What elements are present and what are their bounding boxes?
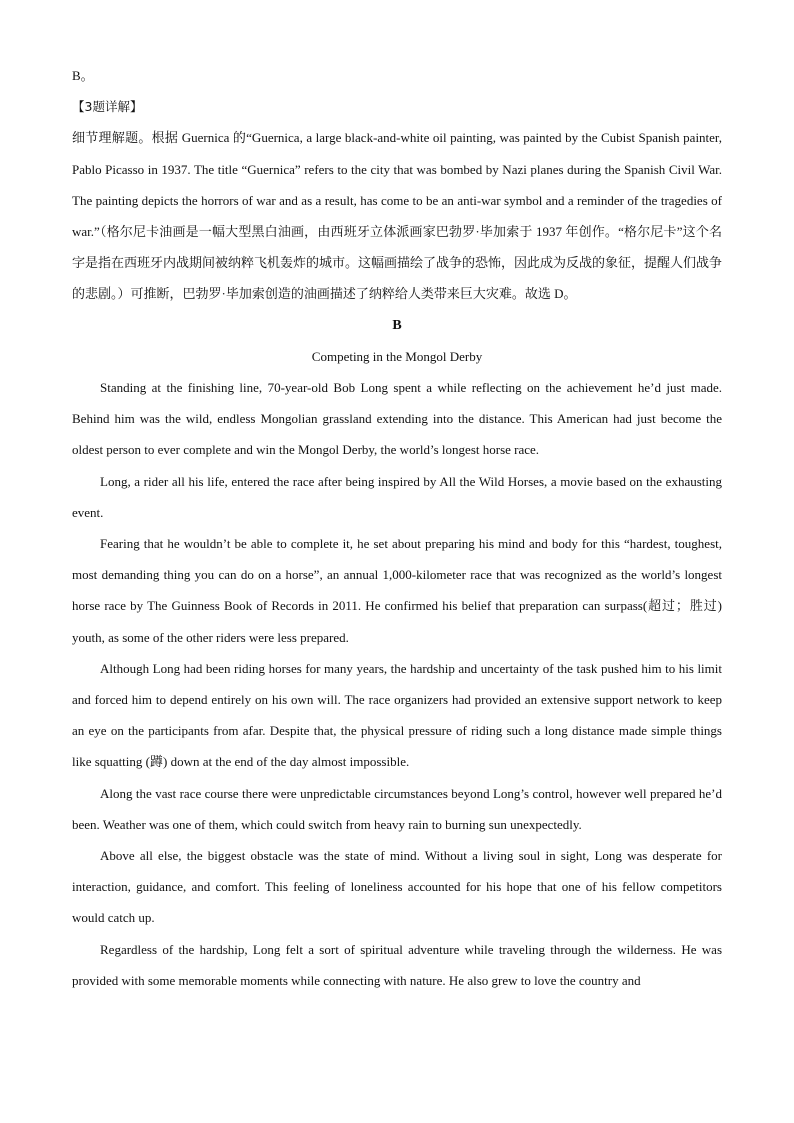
explanation-text: 细节理解题。根据 Guernica 的“Guernica, a large black-and-white oil painting, was painted by the Cubist Spanish painter, Pablo Picasso in 1937. The title “Guernica” refers to the city that was bombed by Nazi planes during the Spanish Civil War. The painting depicts the horrors of war and as a result, has come to be an anti-war symbol and a reminder of the tragedies of war.”（格尔尼卡油画是一幅大型黑白油画，由西班牙立体派画家巴勃罗·毕加索于 1937 年创作。“格尔尼卡”这个名字是指在西班牙内战期间被纳粹飞机轰炸的城市。这幅画描绘了战争的恐怖，因此成为反战的象征，提醒人们战争的悲剧。）可推断，巴勃罗·毕加索创造的油画描述了纳粹给人类带来巨大灾难。故选 D。 xyxy=(72,130,723,302)
paragraph: Regardless of the hardship, Long felt a sort of spiritual adventure while traveling through the wilderness. He was provided with some memorable moments while connecting with nature. He also grew to love the country and xyxy=(72,941,722,988)
paragraph: Along the vast race course there were unpredictable circumstances beyond Long’s control, however well prepared he’d been. Weather was one of them, which could switch from heavy rain to burning sun unexpectedly. xyxy=(72,785,722,832)
passage-label: B xyxy=(392,317,402,333)
passage-body xyxy=(72,372,722,996)
explanation-block xyxy=(72,122,722,309)
paragraph: Fearing that he wouldn’t be able to complete it, he set about preparing his mind and body for this “hardest, toughest, most demanding thing you can do on a horse”, an annual 1,000-kilometer race that was recognized as the world’s longest horse race by The Guinness Book of Records in 2011. He confirmed his belief that preparation can surpass(超过；胜过) youth, as some of the other riders were less prepared. xyxy=(72,536,722,645)
passage-title: Competing in the Mongol Derby xyxy=(311,348,483,364)
paragraph: Above all else, the biggest obstacle was the state of mind. Without a living soul in sight, Long was desperate for interaction, guidance, and comfort. This feeling of loneliness accounted for his hope that one of his fellow competitors would catch up. xyxy=(72,848,722,926)
answer-line: B。 xyxy=(72,68,94,83)
section-label: 【3题详解】 xyxy=(72,99,143,115)
paragraph: Long, a rider all his life, entered the race after being inspired by All the Wild Horses, a movie based on the exhausting event. xyxy=(72,473,722,520)
paragraph: Standing at the finishing line, 70-year-old Bob Long spent a while reflecting on the achievement he’d just made. Behind him was the wild, endless Mongolian grassland extending into the distance. This American had just become the oldest person to ever complete and win the Mongol Derby, the world’s longest horse race. xyxy=(72,380,722,458)
document-page xyxy=(72,60,722,996)
paragraph: Although Long had been riding horses for many years, the hardship and uncertainty of the task pushed him to his limit and forced him to depend entirely on his own will. The race organizers had provided an extensive support network to keep an eye on the participants from afar. Despite that, the physical pressure of riding such a long distance made simple things like squatting (蹲) down at the end of the day almost impossible. xyxy=(72,660,722,770)
